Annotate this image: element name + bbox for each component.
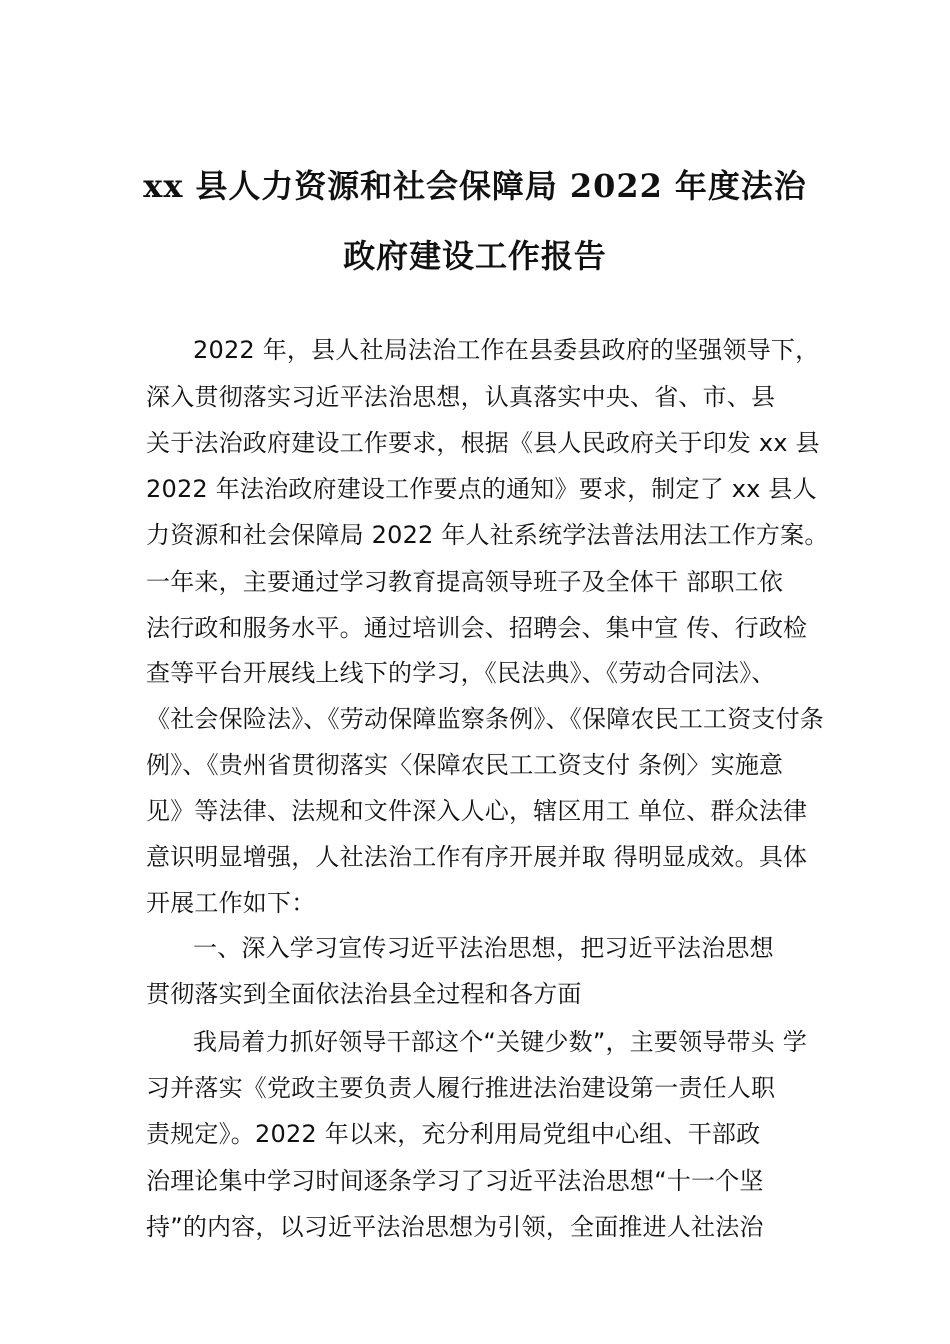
paragraph-line: 深入贯彻落实习近平法治思想，认真落实中央、省、市、县: [146, 383, 776, 411]
paragraph-line: 一年来，主要通过学习教育提高领导班子及全体干 部职工依: [146, 568, 784, 596]
paragraph-line: 习并落实《党政主要负责人履行推进法治建设第一责任人职: [146, 1074, 776, 1102]
paragraph-line: 法行政和服务水平。通过培训会、招聘会、集中宣 传、行政检: [146, 614, 808, 642]
paragraph-line: 2022 年法治政府建设工作要点的通知》要求，制定了 xx 县人: [146, 475, 817, 503]
document-title-line-1: xx 县人力资源和社会保障局 2022 年度法治: [143, 167, 807, 205]
paragraph-line: 关于法治政府建设工作要求，根据《县人民政府关于印发 xx 县: [146, 429, 820, 457]
paragraph-line: 2022 年，县人社局法治工作在县委县政府的坚强领导下，: [193, 336, 820, 364]
paragraph-line: 《社会保险法》、《劳动保障监察条例》、《保障农民工工资支付条: [146, 705, 824, 733]
paragraph-line: 例》、《贵州省贯彻落实〈保障农民工工资支付 条例〉实施意: [146, 751, 784, 779]
paragraph-line: 见》等法律、法规和文件深入人心，辖区用工 单位、群众法律: [146, 797, 808, 825]
section-heading-line: 贯彻落实到全面依法治县全过程和各方面: [146, 980, 582, 1008]
paragraph-line: 治理论集中学习时间逐条学习了习近平法治思想“十一个坚: [146, 1167, 764, 1195]
paragraph-line: 我局着力抓好领导干部这个“关键少数”，主要领导带头 学: [193, 1028, 807, 1056]
document-title-line-2: 政府建设工作报告: [343, 237, 607, 275]
paragraph-line: 力资源和社会保障局 2022 年人社系统学法普法用法工作方案。: [146, 521, 829, 549]
paragraph-line: 查等平台开展线上线下的学习，《民法典》、《劳动合同法》、: [146, 659, 776, 687]
paragraph-line: 持”的内容，以习近平法治思想为引领，全面推进人社法治: [146, 1213, 764, 1241]
paragraph-line: 责规定》。2022 年以来，充分利用局党组中心组、干部政: [146, 1120, 761, 1148]
paragraph-line: 意识明显增强，人社法治工作有序开展并取 得明显成效。具体: [146, 843, 808, 871]
section-heading-line: 一、深入学习宣传习近平法治思想，把习近平法治思想: [193, 934, 774, 962]
paragraph-line: 开展工作如下：: [146, 889, 316, 917]
